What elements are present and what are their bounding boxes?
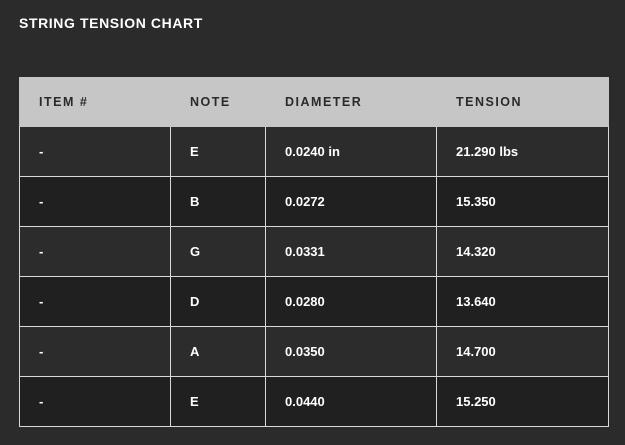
diameter-cell: 0.0350	[266, 327, 437, 377]
tension-cell: 15.250	[437, 377, 609, 427]
item-cell: -	[20, 177, 171, 227]
table-row	[20, 327, 609, 377]
note-cell: D	[171, 277, 266, 327]
table-row	[20, 127, 609, 177]
tension-cell: 14.320	[437, 227, 609, 277]
string-tension-table	[19, 77, 609, 427]
table-row	[20, 277, 609, 327]
column-header-item: ITEM #	[20, 78, 171, 127]
table-header	[20, 78, 609, 127]
tension-cell: 14.700	[437, 327, 609, 377]
diameter-cell: 0.0240 in	[266, 127, 437, 177]
item-cell: -	[20, 277, 171, 327]
diameter-cell: 0.0440	[266, 377, 437, 427]
diameter-cell: 0.0331	[266, 227, 437, 277]
note-cell: G	[171, 227, 266, 277]
table-row	[20, 177, 609, 227]
item-cell: -	[20, 227, 171, 277]
diameter-cell: 0.0280	[266, 277, 437, 327]
item-cell: -	[20, 327, 171, 377]
column-header-diameter: DIAMETER	[266, 78, 437, 127]
diameter-cell: 0.0272	[266, 177, 437, 227]
item-cell: -	[20, 377, 171, 427]
tension-cell: 13.640	[437, 277, 609, 327]
header-row	[20, 78, 609, 127]
table-row	[20, 227, 609, 277]
item-cell: -	[20, 127, 171, 177]
tension-cell: 15.350	[437, 177, 609, 227]
table-body	[20, 127, 609, 427]
page-title: STRING TENSION CHART	[19, 15, 203, 31]
column-header-note: NOTE	[171, 78, 266, 127]
table-row	[20, 377, 609, 427]
tension-cell: 21.290 lbs	[437, 127, 609, 177]
note-cell: B	[171, 177, 266, 227]
note-cell: E	[171, 377, 266, 427]
note-cell: E	[171, 127, 266, 177]
note-cell: A	[171, 327, 266, 377]
column-header-tension: TENSION	[437, 78, 609, 127]
